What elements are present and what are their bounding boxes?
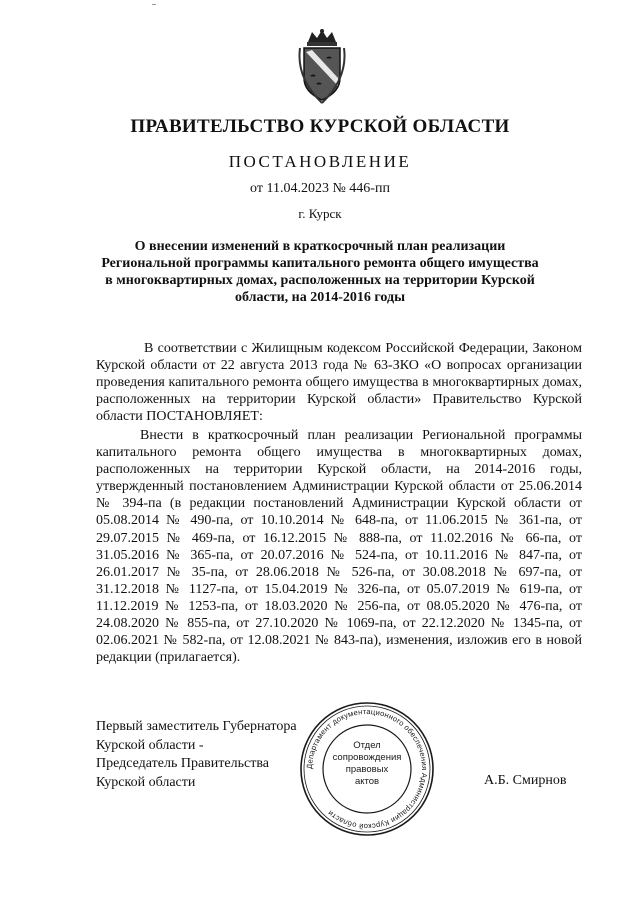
stamp-line: правовых — [345, 764, 389, 775]
subject-line: Региональной программы капитального ремонта общего имущества — [101, 256, 539, 271]
government-title: ПРАВИТЕЛЬСТВО КУРСКОЙ ОБЛАСТИ — [130, 116, 510, 137]
signatory-position — [96, 718, 297, 792]
document-subject — [92, 238, 548, 306]
subject-line: О внесении изменений в краткосрочный план реализации — [134, 239, 506, 254]
scan-mark — [152, 4, 156, 5]
coat-of-arms-icon — [296, 28, 348, 104]
official-stamp — [298, 700, 436, 838]
stamp-ring-text: Департамент документационного обеспечения Администрации Курской области — [304, 706, 430, 832]
signatory-name: А.Б. Смирнов — [484, 773, 567, 788]
position-line: Курской области - — [96, 737, 204, 753]
city: г. Курск — [298, 206, 342, 221]
subject-line: области, на 2014-2016 годы — [234, 290, 405, 305]
resolution-paragraph: Внести в краткосрочный план реализации Региональной программы капитального ремонта общего имущества в многоквартирных домах, расположенных на территории Курской области, на 2014-2016 годы, утвержденный постановлением Администрации Курской области от 25.06.2014 № 394-па (в редакции постановлений Администрации Курской области от 05.08.2014 № 490-па, от 10.10.2014 № 648-па, от 11.06.2015 № 361-па, от 29.07.2015 № 469-па, от 16.12.2015 № 888-па, от 11.02.2016 № 66-па, от 31.05.2016 № 365-па, от 20.07.2016 № 524-па, от 10.11.2016 № 847-па, от 26.01.2017 № 35-па, от 28.06.2018 № 526-па, от 30.08.2018 № 697-па, от 31.12.2018 № 1127-па, от 15.04.2019 № 326-па, от 05.07.2019 № 619-па, от 11.12.2019 № 1253-па, от 18.03.2020 № 256-па, от 08.05.2020 № 476-па, от 24.08.2020 № 855-па, от 27.10.2020 № 1069-па, от 22.12.2020 № 1345-па, от 02.06.2021 № 582-па, от 12.08.2021 № 843-па), изменения, изложив его в новой редакции (прилагается). — [96, 428, 582, 666]
preamble-paragraph: В соответствии с Жилищным кодексом Российской Федерации, Законом Курской области от 22 августа 2013 года № 63-ЗКО «О вопросах организации проведения капитального ремонта общего имущества в многоквартирных домах, расположенных на территории Курской области» Правительство Курской области ПОСТАНОВЛЯЕТ: — [96, 341, 582, 425]
subject-line: в многоквартирных домах, расположенных на территории Курской — [105, 273, 535, 288]
position-line: Первый заместитель Губернатора — [96, 719, 297, 734]
stamp-line: сопровождения — [332, 752, 402, 763]
position-line: Председатель Правительства — [96, 756, 269, 771]
document-type: ПОСТАНОВЛЕНИЕ — [228, 152, 412, 171]
position-line: Курской области — [96, 774, 196, 790]
stamp-center-text — [332, 740, 402, 788]
date-and-number: от 11.04.2023 № 446-пп — [250, 181, 390, 196]
stamp-line: актов — [354, 776, 380, 787]
stamp-line: Отдел — [353, 740, 381, 751]
